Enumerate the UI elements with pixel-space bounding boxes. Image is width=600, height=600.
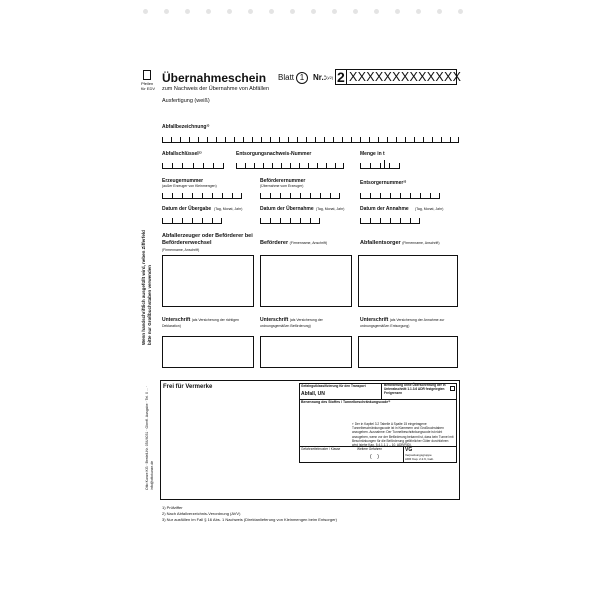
datum-uebernahme-field[interactable] xyxy=(260,217,320,224)
nr-label: Nr.: xyxy=(313,73,327,82)
menge-field[interactable] xyxy=(360,162,400,169)
footnote-3: 3) Nur ausfüllen im Fall § 16 Abs. 1 Nachweis (Direktanlieferung von Kleinmengen beim Entsorger) xyxy=(162,517,337,522)
erzeuger-signature-box[interactable] xyxy=(162,336,254,368)
abfallschluessel-label: Abfallschlüssel²⁾ xyxy=(162,151,202,157)
entsorgernummer-label: Entsorgernummer²⁾ xyxy=(360,180,407,186)
nr-value: XXXXXXXXXXXXX xyxy=(349,70,462,84)
befoerderer-sub: (Firmenname, Anschrift) xyxy=(289,241,327,245)
blatt-label: Blatt xyxy=(278,73,295,82)
datum-uebergabe-field[interactable] xyxy=(162,217,222,224)
entsorgungsnachweis-field[interactable] xyxy=(236,162,344,169)
datum-uebernahme-hint: (Tag, Monat, Jahr) xyxy=(316,207,345,211)
erzeugernummer-label: Erzeugernummer xyxy=(162,178,204,184)
pfeil-label: Pfeilen für EDV xyxy=(141,81,156,91)
erzeuger-address-box[interactable] xyxy=(162,255,254,307)
menge-label: Menge in t xyxy=(360,151,385,157)
vg-lines: Verpackungsgruppe ADR Kap. 2.2.9, Geb. xyxy=(405,453,435,461)
befoerderer-signature-heading xyxy=(260,317,352,329)
copy-label: Ausfertigung (weiß) xyxy=(162,98,210,104)
blatt-number xyxy=(296,72,308,84)
erzeuger-signature-heading xyxy=(162,317,254,329)
weitere-gefahren-paren: ( ) xyxy=(370,454,379,460)
entsorger-title: Abfallentsorger xyxy=(360,240,401,246)
publisher-imprint: Otto Kunze KG · Bestell-Nr. 054/4031 · Oberfl. Ausgabe · Tel. 0 ... · info@ottokunze.de xyxy=(145,385,154,490)
gefahrzettelmuster-label: Gefahrzettelmuster / Klasse xyxy=(301,447,341,451)
vermerke-title: Frei für Vermerke xyxy=(163,384,213,390)
befoerderung-header: Beförderung ohne Überschreitung der in Unterabschnitt 1.1.3.6 ADR festgelegten Freigrenzen xyxy=(384,383,446,395)
befoerderer-signature-label: Unterschrift xyxy=(260,317,289,323)
side-note: Wenn handschriftlich ausgefüllt wird, neben Zifferfeld bitte nur Großbuchstaben verwenden xyxy=(141,230,152,345)
abfallschluessel-field[interactable] xyxy=(162,162,224,169)
befoerderer-title: Beförderer xyxy=(260,240,289,246)
blatt-number-text: 1 xyxy=(299,73,305,82)
entsorger-signature-note: (als Versicherung der Annahme zur ordnungsgemäßen Entsorgung) xyxy=(360,318,445,328)
befoerderung-checkbox[interactable] xyxy=(450,386,455,391)
page-title: Übernahmeschein xyxy=(162,71,267,85)
befoerderernummer-label: Beförderernummer xyxy=(260,178,306,184)
abfallbezeichnung-label: Abfallbezeichnung²⁾ xyxy=(162,124,210,130)
weitere-gefahren-label: Weitere Gefahren xyxy=(357,447,383,451)
entsorger-signature-label: Unterschrift xyxy=(360,317,389,323)
nr-prefix: 2 xyxy=(337,69,345,85)
erzeugernummer-note: (außer Erzeuger von Kleinmengen) xyxy=(162,184,217,188)
datum-uebernahme-label: Datum der Übernahme xyxy=(260,206,314,212)
entsorger-heading xyxy=(360,241,440,247)
entsorger-sub: (Firmenname, Anschrift) xyxy=(402,241,440,245)
erzeuger-sub: (Firmenname, Anschrift) xyxy=(162,248,200,252)
entsorger-address-box[interactable] xyxy=(358,255,458,307)
nr-divider xyxy=(346,69,347,85)
vg-label: VG xyxy=(405,447,413,453)
befoerderernummer-field[interactable] xyxy=(260,192,340,199)
entsorger-signature-heading xyxy=(360,317,460,329)
abfall-un-label: Abfall, UN xyxy=(301,391,325,397)
erzeugernummer-field[interactable] xyxy=(162,192,242,199)
tunnel-note: ³⁾ Der in Kapitel 3.2 Tabelle A Spalte 15 eingetragene Tunnelbeschränkungscode ist in Klammern und Großbuchstaben anzugeben. Ausnahme: Der Tunnelbeschränkungscode ist nicht anzugeben, wenn vor der Beförderung bekannt ist, dass kein Tunnel mit Beschränkungen für die Beförderung gefährlicher Güter durchfahren xyxy=(352,422,454,443)
befoerderernummer-note: (Übernahme vom Erzeuger) xyxy=(260,184,304,188)
page-subtitle: zum Nachweis der Übernahme von Abfällen xyxy=(162,86,270,92)
entsorgungsnachweis-label: Entsorgungsnachweis-Nummer xyxy=(236,151,312,157)
erzeuger-signature-note: (als Versicherung der richtigen Deklaration) xyxy=(162,318,240,328)
befoerderer-heading xyxy=(260,241,327,247)
vg-divider xyxy=(403,446,404,463)
befoerderer-address-box[interactable] xyxy=(260,255,352,307)
benennung-label: Benennung des Stoffes / Tunnelbeschränkungscode³⁾ xyxy=(301,400,391,404)
datum-uebergabe-label: Datum der Übergabe xyxy=(162,206,212,212)
abfallbezeichnung-field[interactable] xyxy=(162,136,459,143)
befoerderer-signature-box[interactable] xyxy=(260,336,352,368)
pfeil-icon xyxy=(143,70,151,80)
datum-annahme-label: Datum der Annahme xyxy=(360,206,409,212)
footnote-2: 2) Nach Abfallverzeichnis-Verordnung (AVV) xyxy=(162,511,241,516)
erzeuger-signature-label: Unterschrift xyxy=(162,317,191,323)
datum-annahme-field[interactable] xyxy=(360,217,420,224)
entsorgernummer-field[interactable] xyxy=(360,192,440,199)
datum-uebergabe-hint: (Tag, Monat, Jahr) xyxy=(214,207,243,211)
befoerderer-signature-note: (als Versicherung der ordnungsgemäßen Beförderung) xyxy=(260,318,323,328)
entsorger-signature-box[interactable] xyxy=(358,336,458,368)
footnote-1: 1) Prüfziffer xyxy=(162,505,183,510)
nr-superscript: 1)/2) xyxy=(325,75,334,80)
gefahrgut-header: Gefahrgutklassifizierung für den Transport xyxy=(301,384,366,388)
datum-annahme-hint: (Tag, Monat, Jahr) xyxy=(415,207,444,211)
gefahrgut-divider-v xyxy=(381,383,382,399)
erzeuger-title: Abfallerzeuger oder Beförderer bei Befördererwechsel xyxy=(162,233,253,246)
